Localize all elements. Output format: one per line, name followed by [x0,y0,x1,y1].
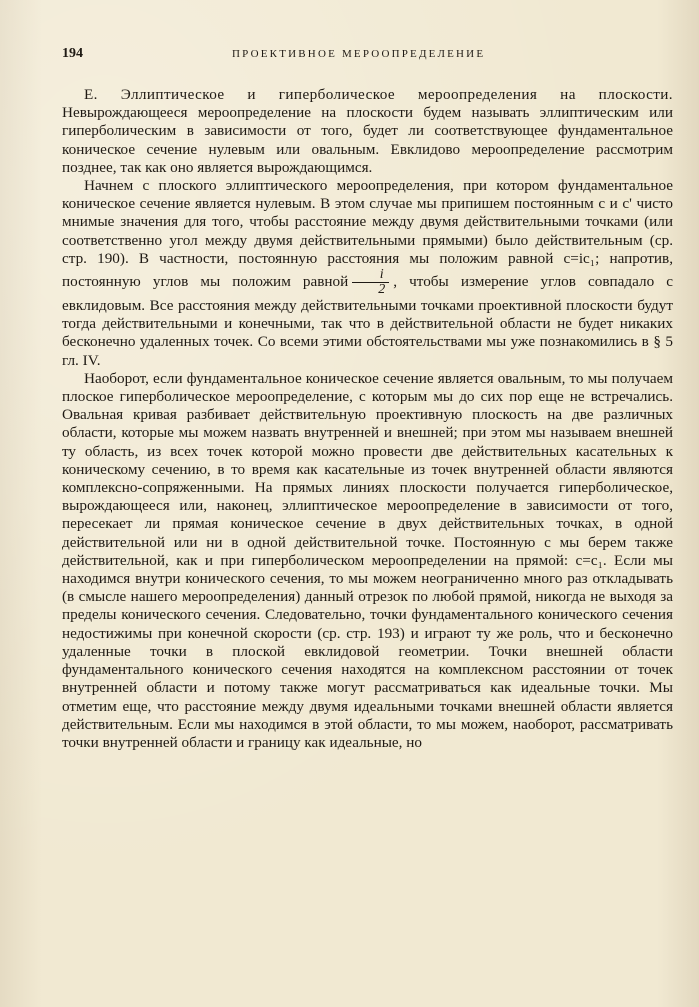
page-number: 194 [62,46,83,61]
section-title: Е. Эллиптическое и гиперболическое мероопределения на плоскости. [84,86,673,103]
fraction-numerator: i [352,268,389,283]
fraction-denominator: 2 [378,282,386,298]
paragraph-text: Наоборот, если фундаментальное коническое сечение является овальным, то мы получаем плоское гиперболическое мероопределение, с которым мы до сих пор еще не встречались. Овальная кривая разбивает действительную проективную плоскость на две различных области, которые мы можем назвать внутренней и внешней; при этом мы называем внешней ту область, из всех точек которой можно провести две действительных касательных к коническому сечению, в то время как касательные из точек внутренней области являются комплексно-сопряженными. На прямых линиях плоскости получается гиперболическое, вырождающееся или, наконец, эллиптическое мероопределение в зависимости от того, пересекает ли прямая коническое сечение в двух действительных точках, в одной действительной или ни в одной действительной точке. Постоянную c мы берем также действительной, как и при гиперболическом мероопределении на прямой: c=c₁. Если мы находимся внутри конического сечения, то мы можем неограниченно много раз откладывать (в смысле нашего мероопределения) данный отрезок по любой прямой, никогда не выходя за пределы конического сечения. Следовательно, точки фундаментального конического сечения недостижимы при конечной скорости (ср. стр. 193) и играют ту же роль, что и бесконечно удаленные точки в плоской евклидовой геометрии. Точки внешней области фундаментального конического сечения находятся на комплексном расстоянии от точек внутренней области и потому также могут рассматриваться как идеальные точки. Мы отметим еще, что расстояние между двумя идеальными точками внешней области является действительным. Если мы находимся в этой области, то мы можем, наоборот, рассматривать точки внутренней области и границу как идеальные, но [62,369,673,751]
paragraph-elliptic-metric [62,177,673,370]
page-header [62,44,671,64]
paragraph-hyperbolic-metric [62,370,673,752]
paragraph-text-after-formula: , чтобы измерение углов совпадало с евклидовым. Все расстояния между действительными точками проективной плоскости будут тогда действительными и конечными, так что в действительной области не будет никаких бесконечно удаленных точек. Со всеми этими обстоятельствами мы уже познакомились в § 5 гл. IV. [62,273,673,369]
paragraph-text: Невырождающееся мероопределение на плоскости будем называть эллиптическим или гиперболическим в зависимости от того, будет ли соответствующее фундаментальное коническое сечение нулевым или овальным. Евклидово мероопределение рассмотрим позднее, так как оно является вырождающимся. [62,104,673,176]
body-text [62,86,673,752]
paragraph-elliptic-hyperbolic-intro [62,86,673,177]
fraction-i-over-2 [352,268,389,297]
running-head: ПРОЕКТИВНОЕ МЕРООПРЕДЕЛЕНИЕ [232,48,486,60]
paragraph-text-before-formula: Начнем с плоского эллиптического мероопределения, при котором фундаментальное коническое сечение является нулевым. В этом случае мы припишем постоянным c и c' чисто мнимые значения для того, чтобы расстояние между двумя действительными точками (или соответственно угол между двумя действительными прямыми) было действительным (ср. стр. 190). В частности, постоянную расстояния мы положим равной c=ic₁; напротив, постоянную углов мы положим равной [62,177,673,291]
